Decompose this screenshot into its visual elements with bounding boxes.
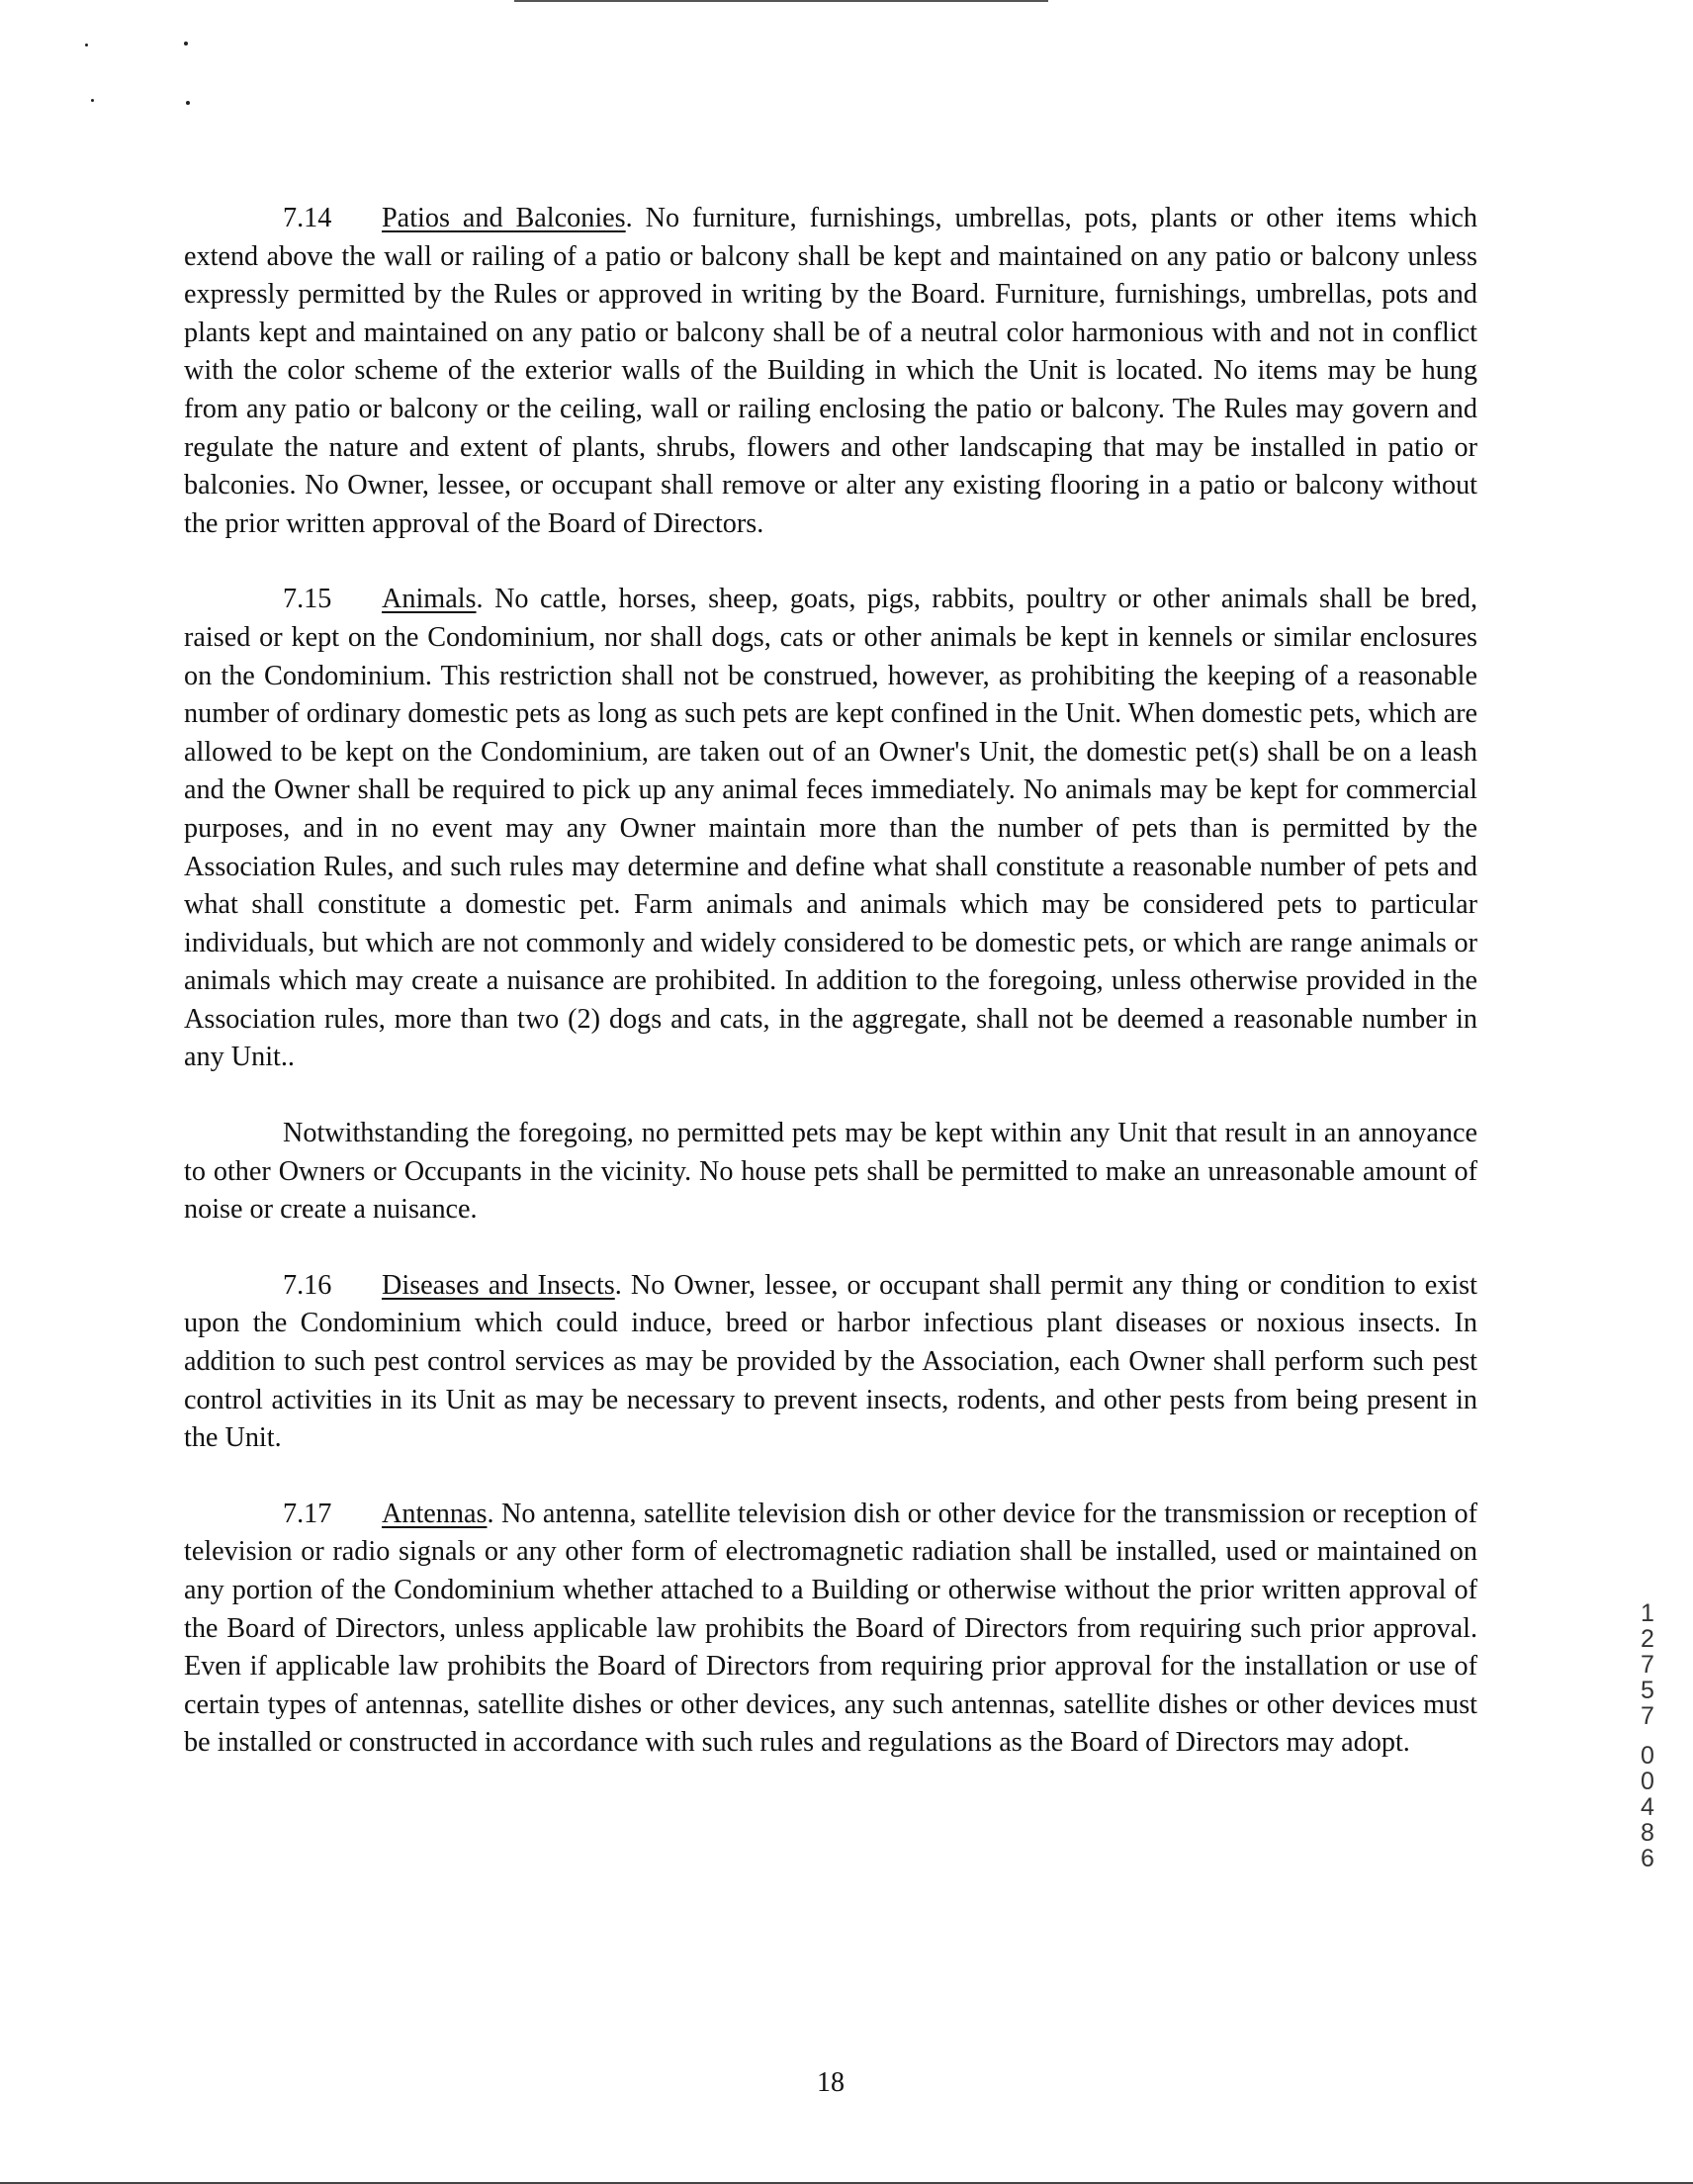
section-number: 7.16	[283, 1269, 332, 1301]
document-body	[184, 200, 1477, 1800]
section-text: . No furniture, furnishings, umbrellas, pots, plants or other items which extend above the wall or railing of a patio or balcony shall be kept and maintained on any patio or balcony unless expressly permitted by the Rules or approved in writing by the Board. Furniture, furnishings, umbrellas, pots and plants kept and maintained on any patio or balcony shall be of a neutral color harmonious with and not in conflict with the color scheme of the exterior walls of the Building in which the Unit is located. No items may be hung from any patio or balcony or the ceiling, wall or railing enclosing the patio or balcony. The Rules may govern and regulate the nature and extent of plants, shrubs, flowers and other landscaping that may be installed in patio or balconies. No Owner, lessee, or occupant shall remove or alter any existing flooring in a patio or balcony without the prior written approval of the Board of Directors.	[184, 203, 1478, 539]
section-7-15	[184, 581, 1477, 1077]
section-text: . No Owner, lessee, or occupant shall permit any thing or condition to exist upon the Condominium which could induce, breed or harbor infectious plant diseases or noxious insects. In addition to such pest control services as may be provided by the Association, each Owner shall perform such pest control activities in its Unit as may be necessary to prevent insects, rodents, and other pests from being present in the Unit.	[184, 1269, 1477, 1454]
scan-speck	[91, 99, 94, 102]
stamp-digit: 0	[1641, 1742, 1654, 1770]
scan-speck	[85, 44, 88, 46]
section-7-17	[184, 1496, 1477, 1763]
stamp-digit: 7	[1641, 1651, 1654, 1679]
scan-speck	[186, 101, 190, 105]
scan-edge-top	[514, 0, 1048, 2]
section-7-16	[184, 1267, 1477, 1458]
stamp-digit: 5	[1641, 1677, 1654, 1704]
section-text: . No cattle, horses, sheep, goats, pigs, rabbits, poultry or other animals shall be bred, raised or kept on the Condominium, nor shall dogs, cats or other animals be kept in kennels or similar enclosures on the Condominium. This restriction shall not be construed, however, as prohibiting the keeping of a reasonable number of ordinary domestic pets as long as such pets are kept confined in the Unit. When domestic pets, which are allowed to be kept on the Condominium, are taken out of an Owner's Unit, the domestic pet(s) shall be on a leash and the Owner shall be required to pick up any animal feces immediately. No animals may be kept for commercial purposes, and in no event may any Owner maintain more than the number of pets than is permitted by the Association Rules, and such rules may determine and define what shall constitute a reasonable number of pets and what shall constitute a domestic pet. Farm animals and animals which may be considered pets to particular individuals, but which are not commonly and widely considered to be domestic pets, or which are range animals or animals which may create a nuisance are prohibited. In addition to the foregoing, unless otherwise provided in the Association rules, more than two (2) dogs and cats, in the aggregate, shall not be deemed a reasonable number in any Unit..	[184, 584, 1477, 1073]
section-number: 7.15	[283, 584, 332, 615]
recording-stamp	[1634, 1600, 1661, 1871]
section-title: Patios and Balconies	[382, 203, 626, 233]
stamp-digit: 6	[1641, 1845, 1654, 1872]
section-text: . No antenna, satellite television dish or other device for the transmission or reception of television or radio signals or any other form of electromagnetic radiation shall be installed, used or maintained on any portion of the Condominium whether attached to a Building or otherwise without the prior written approval of the Board of Directors, unless applicable law prohibits the Board of Directors from requiring such prior approval. Even if applicable law prohibits the Board of Directors from requiring prior approval for the installation or use of certain types of antennas, satellite dishes or other devices, any such antennas, satellite dishes or other devices must be installed or constructed in accordance with such rules and regulations as the Board of Directors may adopt.	[184, 1498, 1477, 1759]
section-number: 7.17	[283, 1498, 332, 1529]
stamp-digit: 8	[1641, 1819, 1654, 1847]
page-number: 18	[817, 2067, 845, 2098]
section-title: Antennas	[382, 1498, 488, 1529]
stamp-digit: 0	[1641, 1768, 1654, 1795]
section-7-14	[184, 200, 1477, 543]
stamp-digit: 7	[1641, 1702, 1654, 1730]
stamp-digit: 1	[1641, 1599, 1654, 1627]
section-title: Animals	[382, 584, 477, 615]
stamp-digit: 4	[1641, 1793, 1654, 1821]
section-title: Diseases and Insects	[382, 1269, 615, 1301]
scan-speck	[184, 42, 188, 46]
stamp-digit: 2	[1641, 1625, 1654, 1653]
section-number: 7.14	[283, 203, 332, 233]
notwithstanding-paragraph: Notwithstanding the foregoing, no permitted pets may be kept within any Unit that result in an annoyance to other Owners or Occupants in the vicinity. No house pets shall be permitted to make an unreasonable amount of noise or create a nuisance.	[184, 1118, 1477, 1226]
